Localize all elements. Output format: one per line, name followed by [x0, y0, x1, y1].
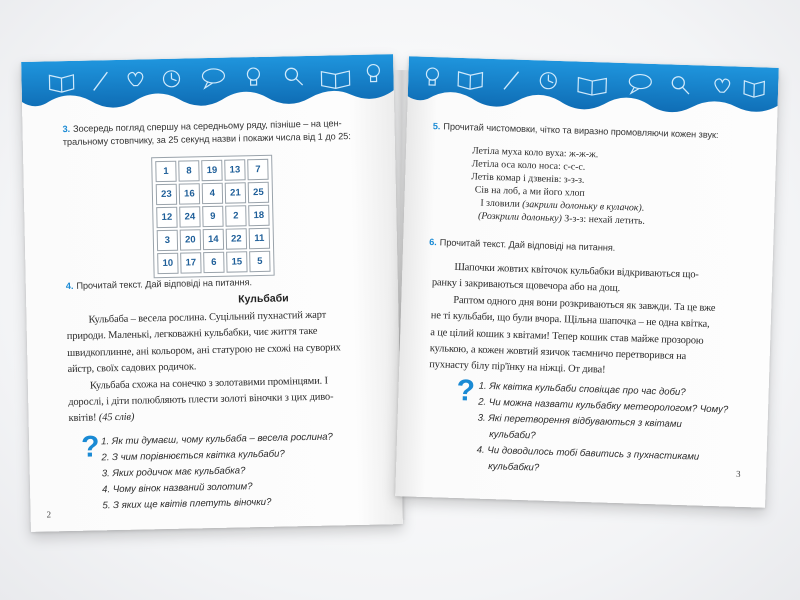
question-text: 3. Які перетворення відбуваються з квітами: [477, 412, 682, 431]
grid-cell: 25: [248, 182, 269, 203]
question-list: [476, 379, 729, 483]
paragraph-line-text: квітів!: [68, 412, 99, 425]
task-5-instruction: [433, 121, 719, 140]
grid-cell: 6: [203, 252, 224, 273]
grid-cell: 15: [226, 251, 247, 272]
paragraph-line-text: Кульбаба – весела рослина. Суцільний пухнастий жарт: [88, 309, 327, 326]
question-continuation: кульбаби?: [488, 429, 536, 442]
poem-text: Летіла муха коло вуха: ж-ж-ж.: [471, 145, 599, 161]
paragraph: [66, 307, 341, 378]
left-page-header-banner: [21, 54, 394, 118]
task-4-instruction: [66, 277, 252, 291]
grid-cell: 7: [247, 159, 268, 180]
paragraph: [429, 292, 716, 383]
question-text: 1. Як квітка кульбаби сповіщає про час доби?: [478, 380, 686, 399]
task-4-instruction-text: Прочитай текст. Дай відповіді на питання.: [76, 277, 253, 291]
stage-direction: (закрили долоньку в кулачок): [522, 198, 642, 214]
grid-cell: 9: [202, 206, 223, 227]
task-3-number: 3.: [62, 123, 71, 135]
grid-cell: 13: [224, 159, 245, 180]
task-6-instruction: [429, 237, 615, 253]
left-page: [21, 54, 403, 532]
grid-cell: 3: [157, 230, 178, 251]
paragraph-line-text: Кульбаба схожа на сонечко з золотавими промінцями. І: [89, 375, 329, 392]
question-item: 3. Яких родичок має кульбабка?: [101, 465, 246, 480]
paragraph-line-text: а це цілий кошик з квітами! Тепер кошик став майже прозорою: [430, 326, 704, 347]
grid-cell: 21: [225, 182, 246, 203]
question-text: 2. Чи можна назвати кульбабку метеорологом? Чому?: [477, 396, 729, 416]
question-item: 2. З чим порівнюється квітка кульбаби?: [101, 448, 285, 464]
poem-text: Летів комар і дзвенів: з-з-з.: [471, 171, 585, 186]
header-wave: [408, 56, 779, 115]
task-3-line-text: тральному стовпчику, за 25 секунд назви і покажи числа від 1 до 25:: [62, 131, 351, 148]
grid-cell: 18: [248, 205, 269, 226]
grid-cell: 5: [249, 251, 270, 272]
story-text: [429, 259, 717, 383]
grid-cell: 23: [156, 184, 177, 205]
story-text: [66, 307, 342, 428]
task-4-number: 4.: [65, 280, 74, 292]
paragraph-line-text: кулькою, а кожен жовтий язичок таємничо перетворився на: [429, 343, 687, 363]
right-page-header-banner: [407, 56, 779, 124]
grid-cell: 22: [226, 228, 247, 249]
right-page: [395, 56, 779, 507]
task-5-instruction-text: Прочитай чистомовки, чітко та виразно промовляючи кожен звук:: [443, 121, 719, 141]
question-item: 4. Чому вінок названий золотим?: [101, 481, 253, 496]
word-count: (45 слів): [98, 412, 135, 424]
story-title: Кульбаби: [238, 292, 289, 306]
grid-cell: 4: [202, 183, 223, 204]
grid-cell: 19: [201, 160, 222, 181]
question-item: 5. З яких ще квітів плетуть віночки?: [102, 496, 272, 512]
grid-cell: 10: [157, 253, 178, 274]
poem-text: І зловили: [480, 197, 523, 210]
task-3-line-text: Зосередь погляд спершу на середньому ряду, пізніше – на цен-: [72, 118, 342, 134]
paragraph-line-text: айстр, своїх садових родичок.: [67, 361, 197, 376]
task-6-instruction-text: Прочитай текст. Дай відповіді на питання.: [439, 237, 616, 253]
question-text: 4. Чи доводилось тобі бавитись з пухнастиками: [476, 444, 700, 463]
task-6-number: 6.: [429, 237, 437, 248]
grid-cell: 11: [249, 228, 270, 249]
question-continuation: кульбабки?: [487, 460, 540, 474]
paragraph: [68, 373, 343, 428]
number-grid: [151, 155, 275, 279]
page-number: 3: [735, 468, 741, 479]
paragraph-line-text: ранку і закриваються щовечора або на дощ.: [431, 277, 621, 295]
question-list: [101, 430, 334, 515]
paragraph-line-text: природи. Маленькі, легковажні кульбабки, чиє життя таке: [66, 326, 318, 343]
paragraph-line-text: швидкоплинне, ані кольором, ані статурою не схожі на суворих: [67, 342, 341, 359]
poem-text: .: [641, 202, 645, 214]
grid-cell: 17: [180, 252, 201, 273]
paragraph-line-text: пухнасту білу пір'їнку на ніжці. От дива!: [429, 359, 606, 377]
stage-direction: (Розкрили долоньку): [477, 210, 563, 225]
question-mark-icon: ?: [80, 430, 100, 464]
task-3-instruction: [62, 117, 351, 149]
grid-cell: 1: [155, 161, 176, 182]
poem-text: Сів на лоб, а ми його хлоп: [474, 184, 585, 199]
paragraph-line-text: не ті кульбаби, що були вчора. Щільна шапочка – не одна квітка,: [430, 310, 710, 331]
poem-text: Летіла оса коло носа: с-с-с.: [471, 158, 586, 173]
grid-cell: 8: [178, 160, 199, 181]
question-item: 1. Як ти думаєш, чому кульбаба – весела рослина?: [100, 431, 333, 448]
page-number: 2: [46, 509, 52, 520]
paragraph-line-text: дорослі, і діти полюбляють плести золоті віночки з цих диво-: [68, 391, 334, 409]
grid-cell: 14: [203, 229, 224, 250]
grid-cell: 2: [225, 205, 246, 226]
poem-text: З-з-з: нехай летить.: [561, 213, 646, 227]
tongue-twister-poem: [470, 144, 647, 227]
task-3-lines: [62, 117, 351, 149]
task-5-number: 5.: [432, 121, 441, 132]
paragraph-line-text: Шапочки жовтих квіточок кульбабки відкриваються що-: [454, 261, 699, 281]
question-item: [476, 443, 727, 483]
grid-cell: 24: [179, 206, 200, 227]
question-mark-icon: ?: [456, 373, 476, 408]
number-grid-wrapper: [151, 155, 275, 279]
paragraph-line-text: Раптом одного дня вони розкриваються як завжди. Та це вже: [453, 294, 716, 314]
grid-cell: 20: [180, 229, 201, 250]
grid-cell: 12: [156, 207, 177, 228]
grid-cell: 16: [179, 183, 200, 204]
